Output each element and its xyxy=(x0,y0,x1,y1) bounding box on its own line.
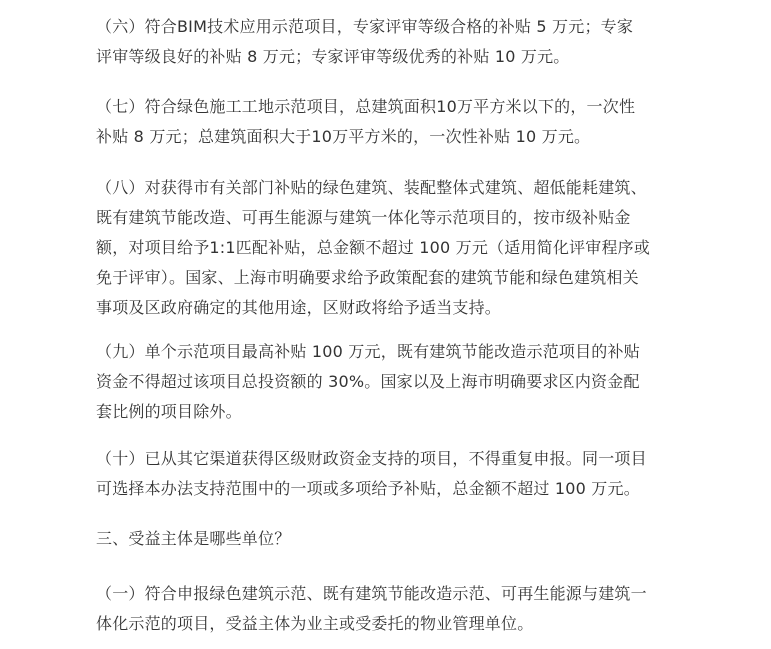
section-heading xyxy=(96,524,290,554)
text-line: （九）单个示范项目最高补贴 100 万元，既有建筑节能改造示范项目的补贴 xyxy=(96,342,640,361)
text-line: 评审等级良好的补贴 8 万元；专家评审等级优秀的补贴 10 万元。 xyxy=(96,47,570,66)
text-line: （八）对获得市有关部门补贴的绿色建筑、装配整体式建筑、超低能耗建筑、 xyxy=(96,178,647,197)
text-line: （十）已从其它渠道获得区级财政资金支持的项目，不得重复申报。同一项目 xyxy=(96,449,647,468)
paragraph-item-8 xyxy=(96,173,650,323)
text-line: 事项及区政府确定的其他用途，区财政将给予适当支持。 xyxy=(96,298,502,317)
text-line: 额，对项目给予1:1匹配补贴，总金额不超过 100 万元（适用简化评审程序或 xyxy=(96,238,651,257)
paragraph-item-9 xyxy=(96,337,640,427)
text-line: 补贴 8 万元；总建筑面积大于10万平方米的，一次性补贴 10 万元。 xyxy=(96,127,591,146)
text-line: （七）符合绿色施工工地示范项目，总建筑面积10万平方米以下的，一次性 xyxy=(96,97,636,116)
paragraph-item-10 xyxy=(96,444,647,504)
text-line: （一）符合申报绿色建筑示范、既有建筑节能改造示范、可再生能源与建筑一 xyxy=(96,584,647,603)
text-line: 可选择本办法支持范围中的一项或多项给予补贴，总金额不超过 100 万元。 xyxy=(96,479,640,498)
heading-text: 三、受益主体是哪些单位？ xyxy=(96,529,291,548)
text-line: 免于评审）。国家、上海市明确要求给予政策配套的建筑节能和绿色建筑相关 xyxy=(96,268,639,287)
text-line: （六）符合BIM技术应用示范项目，专家评审等级合格的补贴 5 万元；专家 xyxy=(96,17,634,36)
paragraph-item-7 xyxy=(96,92,635,152)
text-line: 套比例的项目除外。 xyxy=(96,402,242,421)
text-line: 既有建筑节能改造、可再生能源与建筑一体化等示范项目的，按市级补贴金 xyxy=(96,208,631,227)
paragraph-item-1 xyxy=(96,579,647,639)
text-line: 体化示范的项目，受益主体为业主或受委托的物业管理单位。 xyxy=(96,614,534,633)
text-line: 资金不得超过该项目总投资额的 30%。国家以及上海市明确要求区内资金配 xyxy=(96,372,640,391)
paragraph-item-6 xyxy=(96,12,633,72)
